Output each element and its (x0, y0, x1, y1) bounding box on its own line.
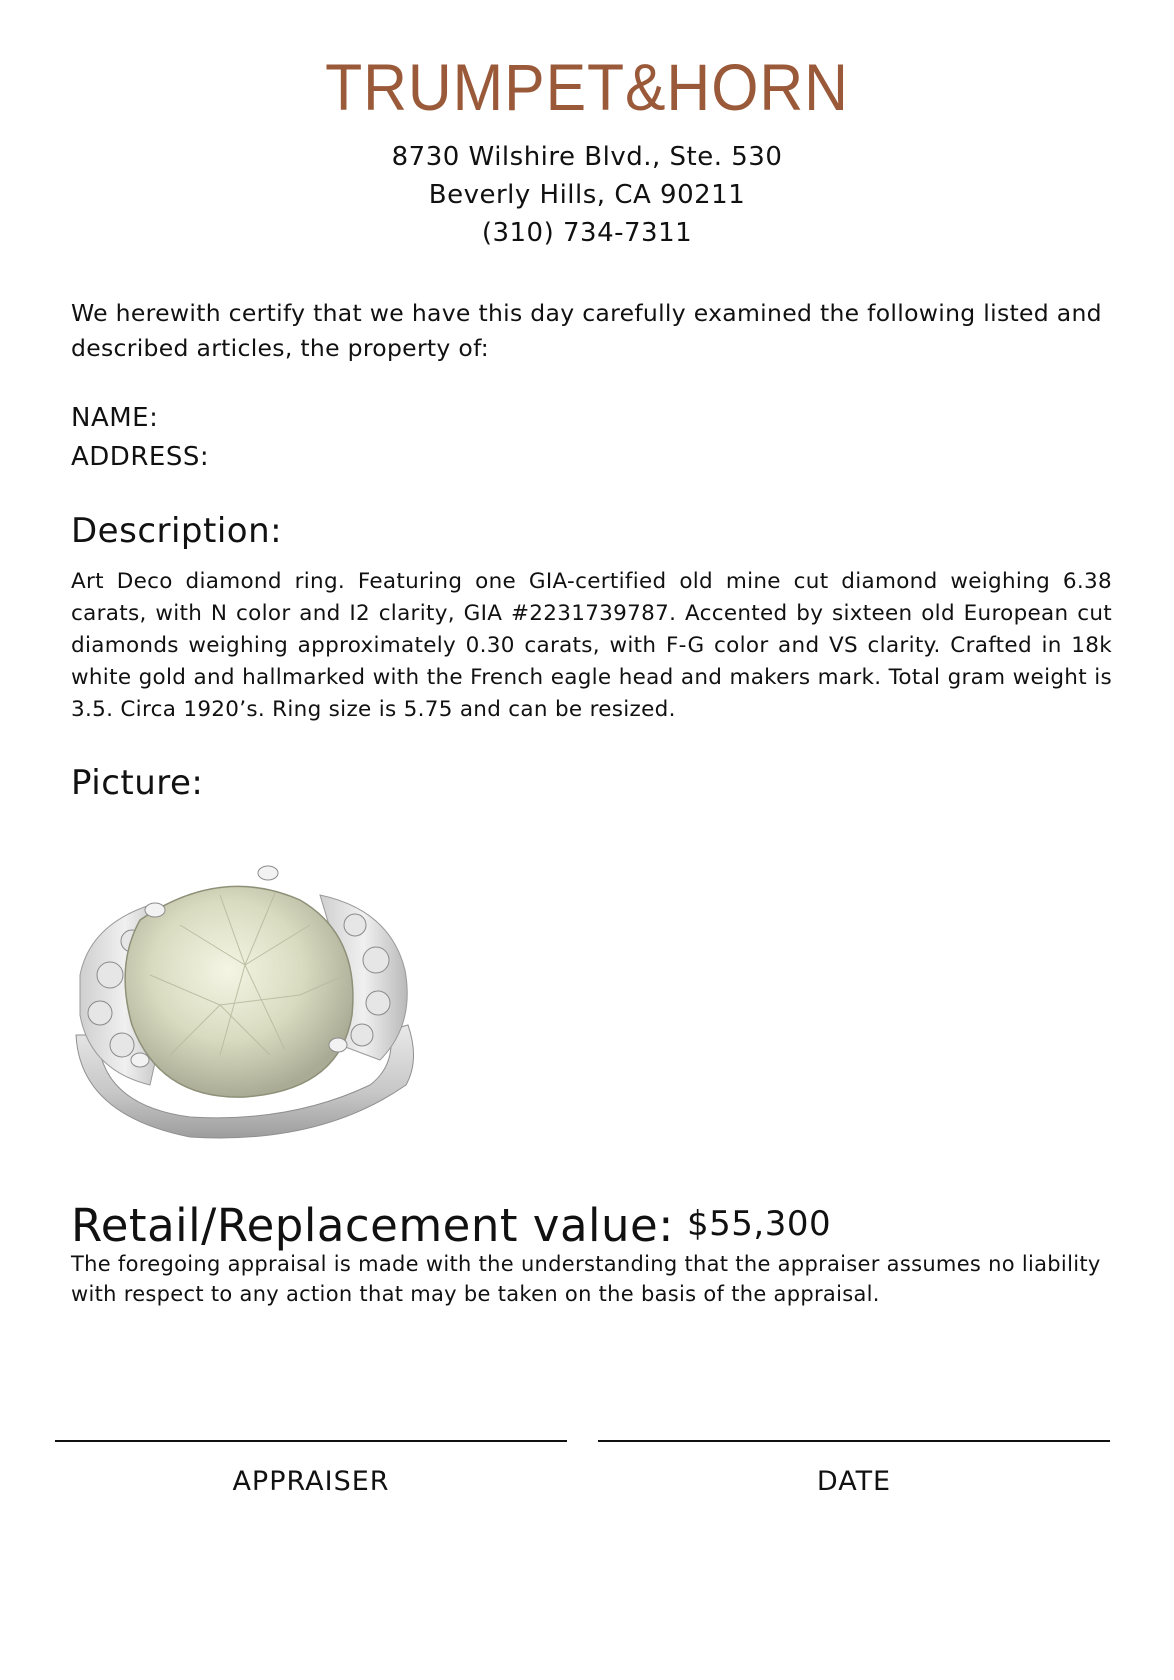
appraiser-signature-line (55, 1440, 567, 1442)
address-line-2: Beverly Hills, CA 90211 (428, 180, 746, 210)
description-heading: Description: (71, 511, 283, 551)
brand-logo-text: TRUMPET&HORN (325, 50, 849, 124)
picture-heading: Picture: (71, 763, 204, 803)
valuation-row (71, 1196, 1131, 1256)
appraiser-label: APPRAISER (232, 1466, 390, 1497)
date-label: DATE (816, 1466, 892, 1497)
store-phone: (310) 734-7311 (481, 218, 693, 248)
description-text: Art Deco diamond ring. Featuring one GIA-certified old mine cut diamond weighing 6.38 carats, with N color and I2 clarity, GIA #2231739787. Accented by sixteen old European cut diamonds weighing approximately 0.30 carats, with F-G color and VS clarity. Crafted in 18k white gold and hallmarked with the French eagle head and makers mark. Total gram weight is 3.5. Circa 1920’s. Ring size is 5.75 and can be resized. (71, 569, 1112, 722)
date-signature-line (598, 1440, 1110, 1442)
valuation-disclaimer: The foregoing appraisal is made with the understanding that the appraiser assumes no liability with respect to any action that may be taken on the basis of the appraisal. (71, 1252, 1101, 1306)
owner-name-label: NAME: (71, 403, 159, 433)
valuation-amount: $55,300 (686, 1204, 832, 1244)
valuation-label: Retail/Replacement value: (71, 1199, 674, 1252)
owner-address-label: ADDRESS: (71, 442, 210, 472)
certification-statement: We herewith certify that we have this day carefully examined the following listed and described articles, the property of: (71, 299, 1102, 362)
brand-logo (47, 52, 1127, 122)
diamond-ring-photo (70, 855, 420, 1155)
address-line-1: 8730 Wilshire Blvd., Ste. 530 (391, 142, 783, 172)
store-address (0, 138, 1174, 252)
